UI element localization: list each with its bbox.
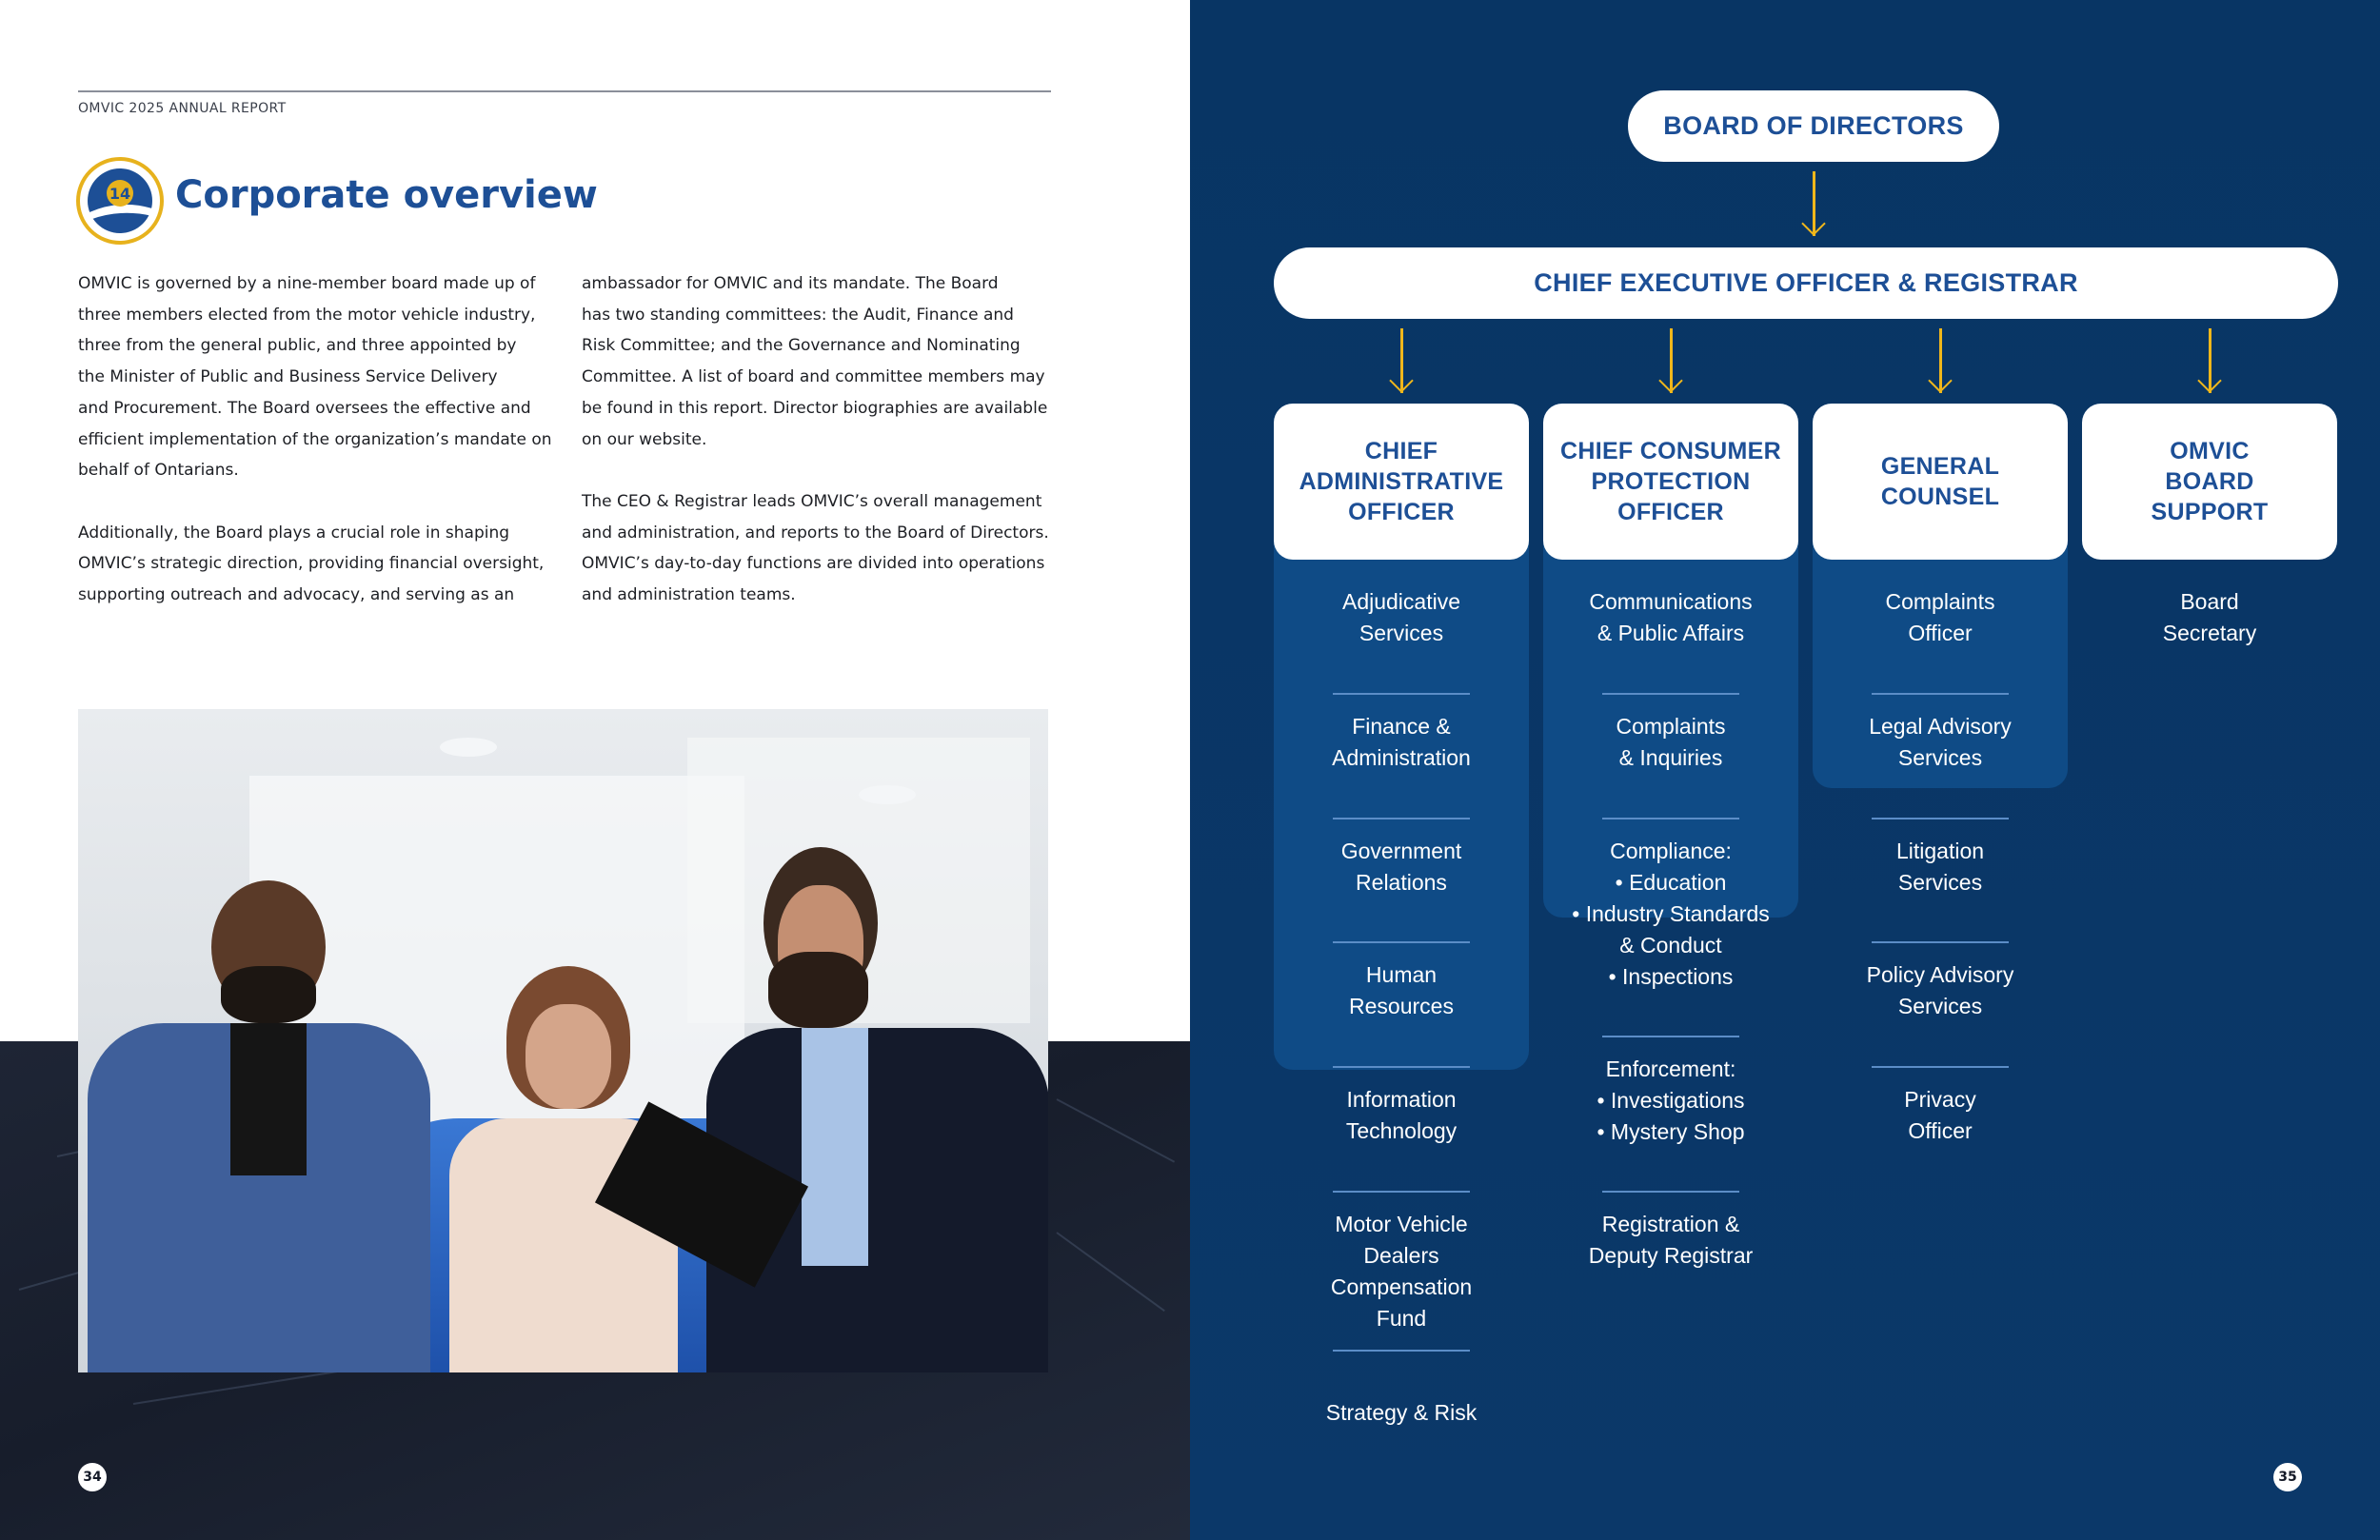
page-number-left: 34 bbox=[78, 1463, 107, 1491]
column-head: CHIEF CONSUMER PROTECTION OFFICER bbox=[1543, 404, 1798, 560]
unit-divider bbox=[1602, 1036, 1739, 1037]
arrow-down-icon bbox=[1929, 328, 1952, 395]
org-unit: Privacy Officer bbox=[1904, 1087, 1976, 1143]
unit-divider bbox=[1333, 818, 1470, 819]
org-unit: Policy Advisory Services bbox=[1866, 962, 2014, 1018]
omvic-logo bbox=[76, 157, 164, 245]
column-chief-administrative-officer bbox=[1274, 404, 1529, 1425]
page-number-right: 35 bbox=[2273, 1463, 2302, 1491]
unit-divider bbox=[1602, 818, 1739, 819]
arrow-down-icon bbox=[2198, 328, 2221, 395]
body-paragraph: Additionally, the Board plays a crucial role in shaping OMVIC’s strategic direction, providing financial oversight, supporting outreach and advocacy, and serving as an bbox=[78, 523, 545, 605]
unit-divider bbox=[1333, 1191, 1470, 1193]
report-label: OMVIC 2025 ANNUAL REPORT bbox=[78, 101, 287, 116]
column-head: CHIEF ADMINISTRATIVE OFFICER bbox=[1274, 404, 1529, 560]
column-head: GENERAL COUNSEL bbox=[1813, 404, 2068, 560]
body-column-left bbox=[78, 268, 564, 642]
arrow-down-icon bbox=[1802, 171, 1825, 238]
unit-divider bbox=[1872, 1066, 2009, 1068]
arrow-down-icon bbox=[1659, 328, 1682, 395]
ceo-registrar-box: CHIEF EXECUTIVE OFFICER & REGISTRAR bbox=[1274, 247, 2338, 319]
org-unit: Legal Advisory Services bbox=[1869, 714, 2012, 770]
org-unit: Litigation Services bbox=[1895, 839, 1985, 895]
org-unit: Adjudicative Services bbox=[1341, 589, 1461, 645]
org-unit: Complaints Officer bbox=[1885, 589, 1995, 645]
org-unit: Information Technology bbox=[1345, 1087, 1458, 1143]
column-chief-consumer-protection-officer bbox=[1543, 404, 1798, 1268]
unit-divider bbox=[1872, 693, 2009, 695]
org-unit: Motor Vehicle Dealers Compensation Fund bbox=[1330, 1212, 1473, 1331]
body-paragraph: ambassador for OMVIC and its mandate. The Board has two standing committees: the Audit, Finance and Risk Committee; and the Governance and Nominating Committee. A list of board and committee members may be found in this report. Director biographies are available on our website. bbox=[582, 274, 1048, 449]
unit-divider bbox=[1333, 941, 1470, 943]
right-page bbox=[1190, 0, 2380, 1540]
org-unit: Enforcement: • Investigations • Mystery Shop bbox=[1597, 1056, 1745, 1144]
unit-divider bbox=[1602, 693, 1739, 695]
org-unit: Human Resources bbox=[1349, 962, 1454, 1018]
org-unit: Communications & Public Affairs bbox=[1589, 589, 1753, 645]
unit-divider bbox=[1333, 1350, 1470, 1352]
logo-number: 14 bbox=[109, 185, 131, 203]
org-unit: Complaints & Inquiries bbox=[1616, 714, 1726, 770]
unit-divider bbox=[1333, 693, 1470, 695]
board-of-directors-box: BOARD OF DIRECTORS bbox=[1628, 90, 1999, 162]
org-unit: Strategy & Risk bbox=[1325, 1400, 1478, 1425]
column-general-counsel bbox=[1813, 404, 2068, 1143]
org-unit: Government Relations bbox=[1340, 839, 1462, 895]
unit-divider bbox=[1602, 1191, 1739, 1193]
org-unit: Compliance: • Education • Industry Standards & Conduct • Inspections bbox=[1572, 839, 1770, 989]
unit-divider bbox=[1872, 818, 2009, 819]
page-title: Corporate overview bbox=[175, 173, 598, 217]
column-omvic-board-support bbox=[2082, 404, 2337, 645]
org-unit: Finance & Administration bbox=[1332, 714, 1471, 770]
team-photo bbox=[78, 709, 1048, 1372]
org-unit: Board Secretary bbox=[2162, 589, 2257, 645]
body-paragraph: OMVIC is governed by a nine-member board made up of three members elected from the motor vehicle industry, three from the general public, and three appointed by the Minister of Public and Business Service Delivery and Procurement. The Board oversees the effective and efficient implementation of the organization’s mandate on behalf of Ontarians. bbox=[78, 274, 552, 481]
arrow-down-icon bbox=[1390, 328, 1413, 395]
header-rule bbox=[78, 90, 1051, 92]
body-column-right bbox=[582, 268, 1058, 642]
unit-divider bbox=[1333, 1066, 1470, 1068]
body-paragraph: The CEO & Registrar leads OMVIC’s overall management and administration, and reports to the Board of Directors. OMVIC’s day-to-day functions are divided into operations and administration teams. bbox=[582, 491, 1049, 605]
column-head: OMVIC BOARD SUPPORT bbox=[2082, 404, 2337, 560]
unit-divider bbox=[1872, 941, 2009, 943]
org-unit: Registration & Deputy Registrar bbox=[1588, 1212, 1754, 1268]
